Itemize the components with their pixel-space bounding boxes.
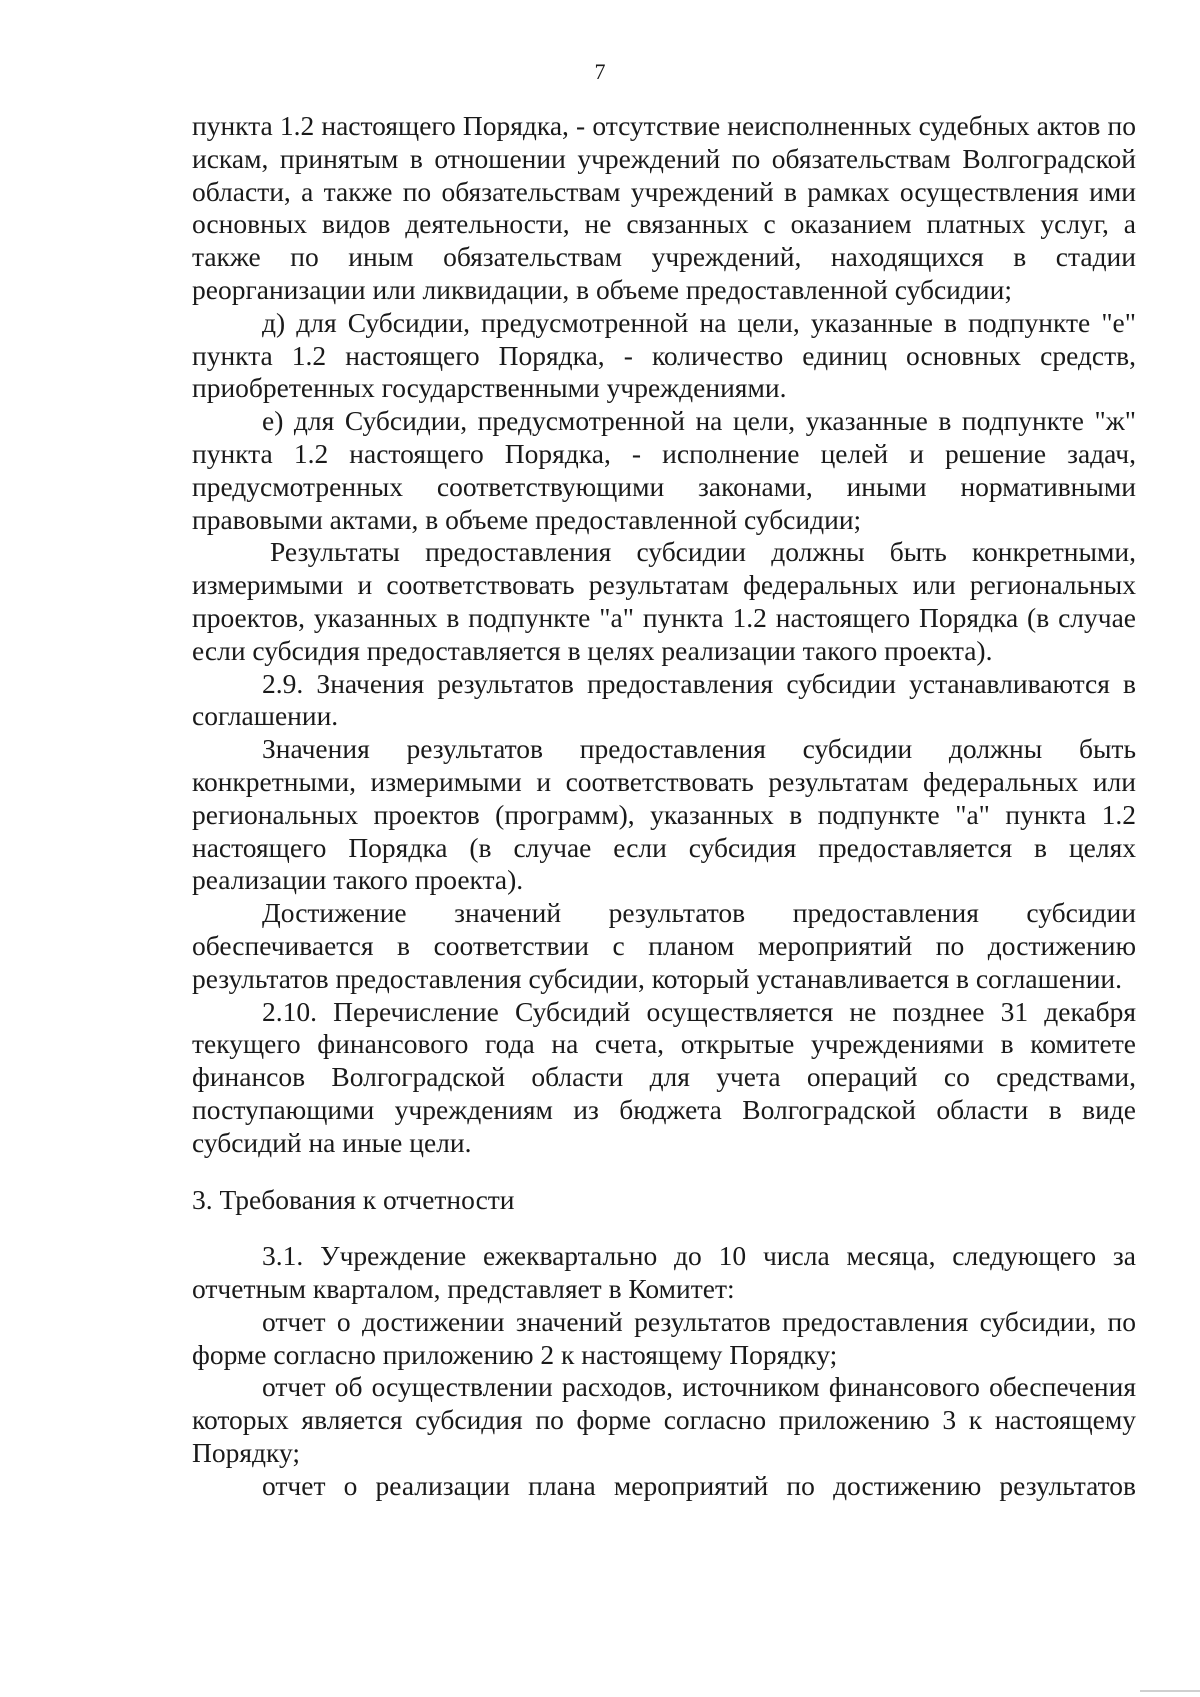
scan-edge-mark: [1140, 1690, 1200, 1692]
paragraph-item-d: д) для Субсидии, предусмотренной на цели, указанные в подпункте "е" пункта 1.2 настоящего Порядка, - количество единиц основных средств, приобретенных государственными учреждениями.: [192, 306, 1136, 404]
paragraph-values: Значения результатов предоставления субсидии должны быть конкретными, измеримыми и соответствовать результатам федеральных или региональных проектов (программ), указанных в подпункте "а" пункта 1.2 настоящего Порядка (в случае если субсидия предоставляется в целях реализации такого проекта).: [192, 733, 1136, 896]
list-item-report-values: отчет о достижении значений результатов предоставления субсидии, по форме согласно приложению 2 к настоящему Порядку;: [192, 1305, 1136, 1370]
paragraph-2-9: 2.9. Значения результатов предоставления субсидии устанавливаются в соглашении.: [192, 667, 1136, 732]
paragraph-3-1: 3.1. Учреждение ежеквартально до 10 числа месяца, следующего за отчетным кварталом, представляет в Комитет:: [192, 1240, 1136, 1305]
paragraph-2-10: 2.10. Перечисление Субсидий осуществляется не позднее 31 декабря текущего финансового года на счета, открытые учреждениями в комитете финансов Волгоградской области для учета операций со средствами, поступающими учреждениям из бюджета Волгоградской области в виде субсидий на иные цели.: [192, 995, 1136, 1158]
paragraph-continuation: пункта 1.2 настоящего Порядка, - отсутствие неисполненных судебных актов по искам, принятым в отношении учреждений по обязательствам Волгоградской области, а также по обязательствам учреждений в рамках осуществления ими основных видов деятельности, не связанных с оказанием платных услуг, а также по иным обязательствам учреждений, находящихся в стадии реорганизации или ликвидации, в объеме предоставленной субсидии;: [192, 110, 1136, 305]
list-item-report-expenses: отчет об осуществлении расходов, источником финансового обеспечения которых является субсидия по форме согласно приложению 3 к настоящему Порядку;: [192, 1371, 1136, 1469]
paragraph-item-e: е) для Субсидии, предусмотренной на цели, указанные в подпункте "ж" пункта 1.2 настоящего Порядка, - исполнение целей и решение задач, предусмотренных соответствующими законами, иными нормативными правовыми актами, в объеме предоставленной субсидии;: [192, 405, 1136, 535]
paragraph-results: Результаты предоставления субсидии должны быть конкретными, измеримыми и соответствовать результатам федеральных или региональных проектов, указанных в подпункте "а" пункта 1.2 настоящего Порядка (в случае если субсидия предоставляется в целях реализации такого проекта).: [192, 536, 1136, 666]
paragraph-achievement: Достижение значений результатов предоставления субсидии обеспечивается в соответствии с планом мероприятий по достижению результатов предоставления субсидии, который устанавливается в соглашении.: [192, 897, 1136, 994]
section-heading: 3. Требования к отчетности: [192, 1183, 515, 1215]
page-number: 7: [594, 59, 606, 84]
list-item-report-plan: отчет о реализации плана мероприятий по достижению результатов: [262, 1469, 1136, 1501]
document-body: [192, 110, 1136, 1503]
